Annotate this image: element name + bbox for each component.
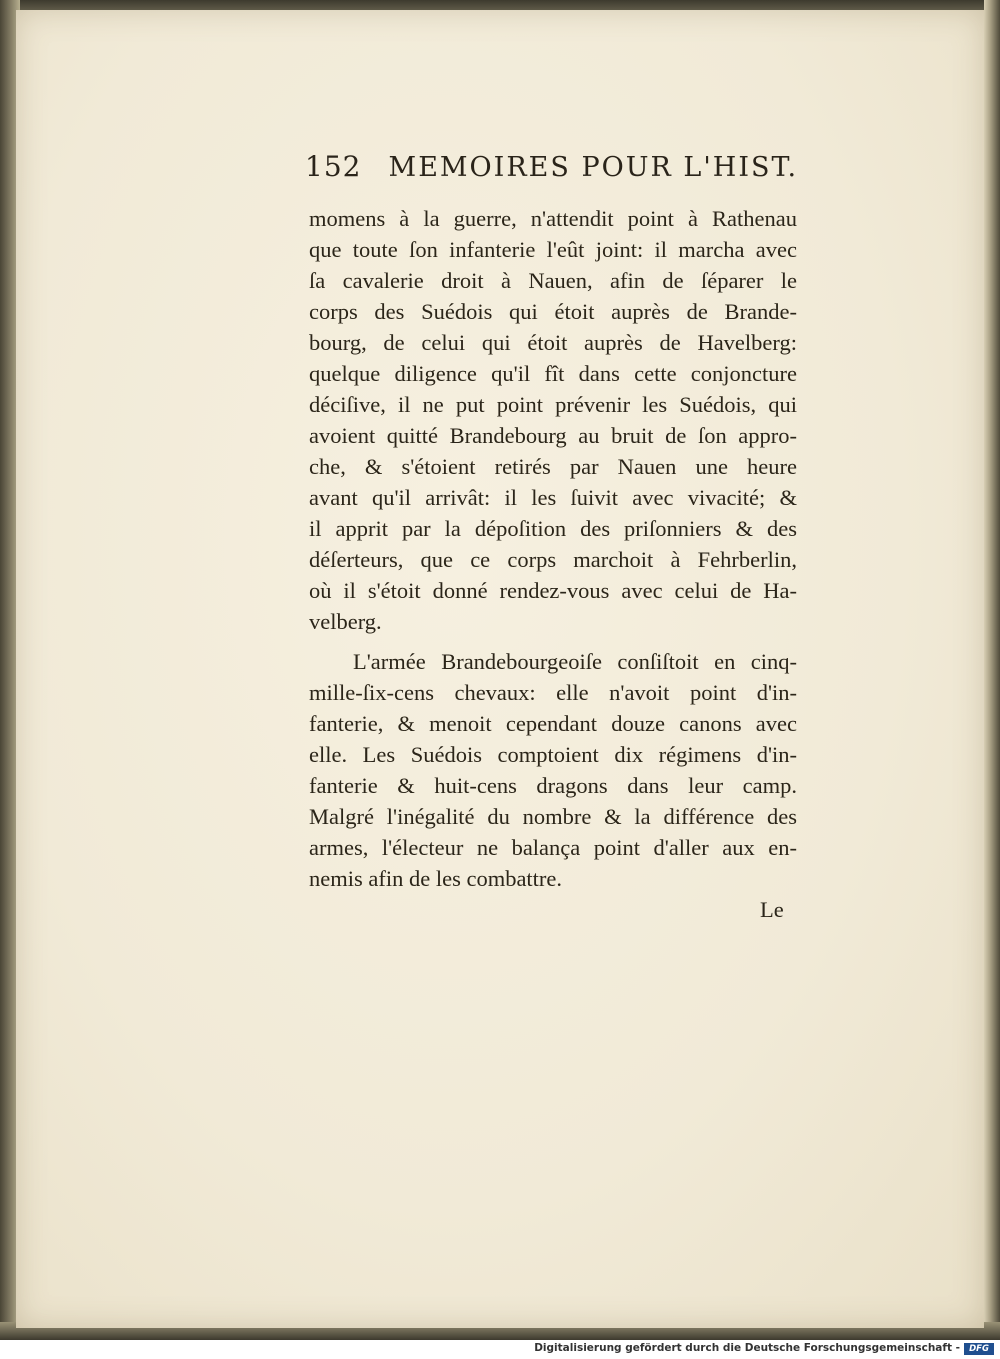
text-line: bourg, de celui qui étoit auprès de Havelberg: bbox=[309, 330, 797, 355]
text-line: ſa cavalerie droit à Nauen, afin de ſéparer le bbox=[309, 268, 797, 293]
text-line: corps des Suédois qui étoit auprès de Brande- bbox=[309, 299, 797, 324]
dfg-funding-notice: Digitalisierung gefördert durch die Deutsche Forschungsgemeinschaft - bbox=[534, 1342, 960, 1354]
text-line: L'armée Brandebourgeoiſe conſiſtoit en cinq- bbox=[353, 649, 797, 674]
text-line: che, & s'étoient retirés par Nauen une heure bbox=[309, 454, 797, 479]
header-title: MEMOIRES POUR L'HIST. bbox=[388, 152, 799, 183]
text-line: déciſive, il ne put point prévenir les Suédois, qui bbox=[309, 392, 797, 417]
book-edge-right bbox=[984, 0, 1000, 1340]
text-line: quelque diligence qu'il fît dans cette conjoncture bbox=[309, 361, 797, 386]
text-line: fanterie, & menoit cependant douze canons avec bbox=[309, 711, 797, 736]
text-line: Malgré l'inégalité du nombre & la différence des bbox=[309, 804, 797, 829]
text-line: il apprit par la dépoſition des priſonniers & des bbox=[309, 516, 797, 541]
dfg-logo-icon: DFG bbox=[964, 1343, 994, 1355]
text-line: mille-ſix-cens chevaux: elle n'avoit point d'in- bbox=[309, 680, 797, 705]
paragraph-2 bbox=[309, 646, 797, 894]
paragraph-gap bbox=[309, 637, 797, 646]
text-line: momens à la guerre, n'attendit point à Rathenau bbox=[309, 206, 797, 231]
running-head bbox=[305, 150, 805, 183]
text-line: où il s'étoit donné rendez-vous avec celui de Ha- bbox=[309, 578, 797, 603]
catchword: Le bbox=[760, 897, 784, 922]
paragraph-1 bbox=[309, 203, 797, 637]
text-line: velberg. bbox=[309, 609, 382, 634]
page-number: 152 bbox=[305, 150, 362, 183]
text-line: elle. Les Suédois comptoient dix régimens d'in- bbox=[309, 742, 797, 767]
body-text bbox=[309, 203, 797, 894]
text-line: que toute ſon infanterie l'eût joint: il marcha avec bbox=[309, 237, 797, 262]
text-line: fanterie & huit-cens dragons dans leur camp. bbox=[309, 773, 797, 798]
text-line: avoient quitté Brandebourg au bruit de ſon appro- bbox=[309, 423, 797, 448]
text-line: avant qu'il arrivât: il les ſuivit avec vivacité; & bbox=[309, 485, 797, 510]
text-line: déſerteurs, que ce corps marchoit à Fehrberlin, bbox=[309, 547, 797, 572]
text-line: armes, l'électeur ne balança point d'aller aux en- bbox=[309, 835, 797, 860]
dfg-footer-bar bbox=[0, 1340, 1000, 1359]
text-line: nemis afin de les combattre. bbox=[309, 866, 563, 891]
